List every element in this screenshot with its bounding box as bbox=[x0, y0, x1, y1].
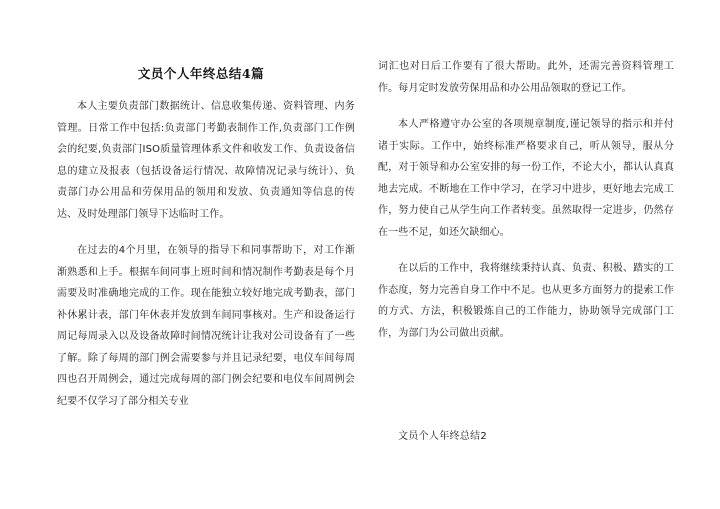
paragraph-gap bbox=[57, 225, 355, 240]
paragraph-past-four-months: 在过去的4个月里，在领导的指导下和同事帮助下，对工作渐渐熟悉和上手。根据车间同事上班时间和情况制作考勤表是每个月需要及时准确地完成的工作。现在能独立较好地完成考勤表，部门补休累计表，部门年休表并发放到车间同事核对。生产和设备运行周记每周录入以及设备故障时间情况统计让我对公司设备有了一些了解。除了每周的部门例会需要参与并且记录纪要，电仪车间每周四也召开周例会，通过完成每周的部门例会纪要和电仪车间周例会纪要不仅学习了部分相关专业 bbox=[57, 245, 355, 407]
document-title: 文员个人年终总结4篇 bbox=[137, 66, 265, 81]
paragraph-continuation: 词汇也对日后工作要有了很大帮助。此外，还需完善资料管理工作。每月定时发放劳保用品和办公用品领取的登记工作。 bbox=[378, 61, 674, 94]
paragraph-gap bbox=[378, 99, 674, 114]
paragraph-responsibilities: 本人主要负责部门数据统计、信息收集传递、资料管理、内务管理。日常工作中包括:负责部门考勤表制作工作,负责部门工作例会的纪要,负责部门ISO质量管理体系文件和收发工作、负责设备信息的建立及报表（包括设备运行情况、故障情况记录与统计）、负责部门办公用品和劳保用品的领用和发放、负责通知等信息的传达、及时处理部门领导下达临时工作。 bbox=[57, 101, 355, 220]
right-column-body bbox=[378, 56, 674, 344]
paragraph-rules-compliance: 本人严格遵守办公室的各项规章制度,谨记领导的指示和并付诸于实际。工作中，始终标准严格要求自己，听从领导，服从分配，对于领导和办公室安排的每一份工作，不论大小，都认认真真地去完成。不断地在工作中学习，在学习中进步，更好地去完成工作，努力使自己从学生向工作者转变。虽然取得一定进步，仍然存在一些不足，如还欠缺细心。 bbox=[378, 119, 674, 238]
section-subheading: 文员个人年终总结2 bbox=[398, 431, 488, 442]
paragraph-future-work: 在以后的工作中，我将继续秉持认真、负责、积极、踏实的工作态度，努力完善自身工作中不足。也从更多方面努力的提索工作的方式、方法，积极锻炼自己的工作能力，协助领导完成部门工作，为部门为公司做出贡献。 bbox=[378, 263, 674, 339]
paragraph-gap bbox=[378, 243, 674, 258]
left-column-body bbox=[57, 96, 355, 412]
